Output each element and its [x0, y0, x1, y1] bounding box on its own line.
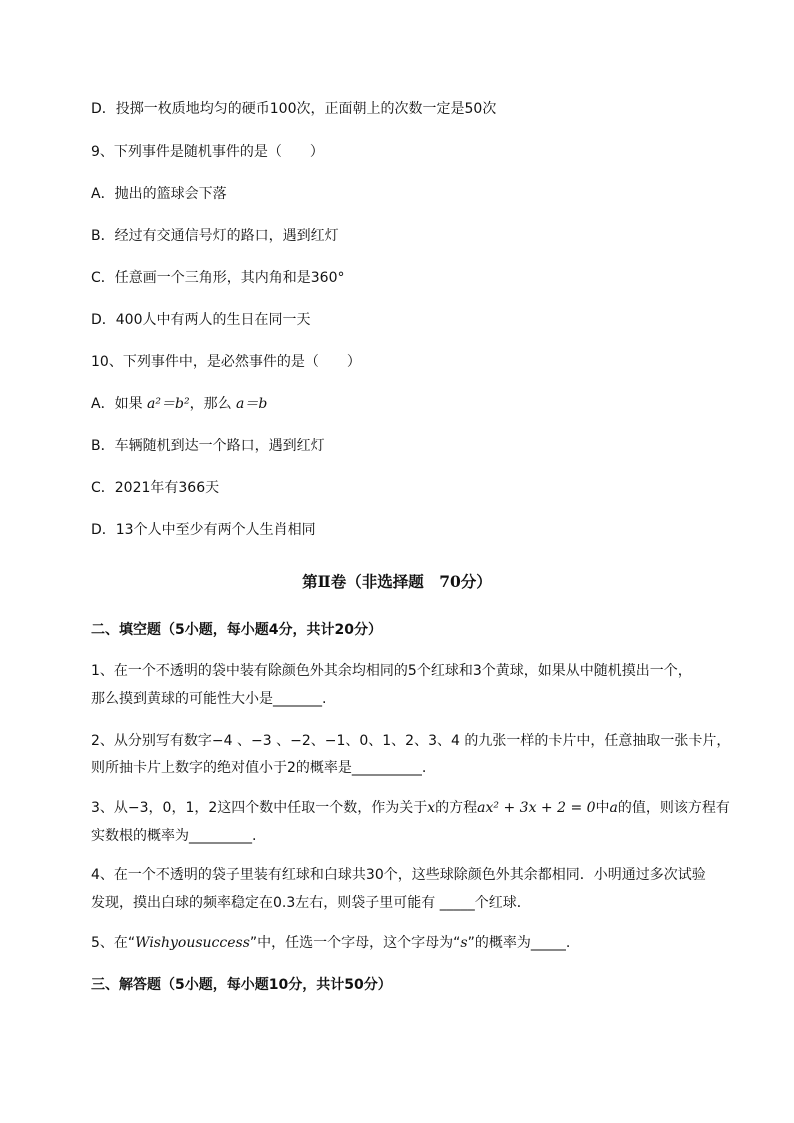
fill-q1-line1: 1、在一个不透明的袋中装有除颜色外其余均相同的5个红球和3个黄球，如果从中随机摸出一个， — [91, 663, 692, 679]
fill-q2-line2: 则所抽卡片上数字的绝对值小于2的概率是__________. — [91, 760, 427, 776]
fill-q3-var-x: x — [427, 800, 436, 816]
q10-stem: 10、下列事件中，是必然事件的是（ ） — [91, 354, 361, 370]
fill-q5 — [91, 934, 570, 952]
fill-q5-letter: s — [460, 935, 468, 951]
q9-option-a: A．抛出的篮球会下落 — [91, 186, 227, 202]
section-2-title: 第Ⅱ卷（非选择题 70分） — [302, 572, 492, 591]
q10-option-c: C．2021年有366天 — [91, 480, 220, 496]
fill-q5-text-a: 5、在“ — [91, 935, 136, 951]
q10-option-d: D．13个人中至少有两个人生肖相同 — [91, 522, 316, 538]
fill-q3-equation: ax² + 3x + 2 = 0 — [477, 800, 596, 816]
fill-q5-word: Wishyousuccess — [135, 935, 250, 951]
fill-q5-text-b: ”中，任选一个字母，这个字母为“ — [249, 935, 461, 951]
fill-q5-text-c: ”的概率为_____. — [467, 935, 571, 951]
q10-option-b: B．车辆随机到达一个路口，遇到红灯 — [91, 438, 325, 454]
fill-q4-line2: 发现，摸出白球的频率稳定在0.3左右，则袋子里可能有 _____个红球． — [91, 895, 531, 911]
fill-q3-text-d: 的值，则该方程有 — [617, 800, 730, 816]
fill-q3-var-a: a — [609, 800, 618, 816]
fill-q3-text-b: 的方程 — [435, 800, 478, 816]
answer-section-heading: 三、解答题（5小题，每小题10分，共计50分） — [91, 977, 392, 993]
q10-option-a-math2: a＝b — [236, 396, 268, 412]
fill-q3-line1 — [91, 799, 730, 817]
q9-stem: 9、下列事件是随机事件的是（ ） — [91, 144, 324, 160]
q10-option-a-prefix: A．如果 — [91, 396, 148, 412]
fill-q1-line2: 那么摸到黄球的可能性大小是_______. — [91, 691, 327, 707]
q10-option-a — [91, 395, 267, 413]
fill-q3-text-c: 中 — [595, 800, 610, 816]
q8-option-d: D．投掷一枚质地均匀的硬币100次，正面朝上的次数一定是50次 — [91, 101, 497, 117]
fill-q3-line2: 实数根的概率为_________. — [91, 828, 257, 844]
q9-option-c: C．任意画一个三角形，其内角和是360° — [91, 270, 345, 286]
q10-option-a-math: a²＝b² — [147, 396, 190, 412]
q9-option-d: D．400人中有两人的生日在同一天 — [91, 312, 311, 328]
fill-q3-text-a: 3、从−3，0，1，2这四个数中任取一个数，作为关于 — [91, 800, 428, 816]
q10-option-a-mid: ，那么 — [189, 396, 237, 412]
fill-q2-line1: 2、从分别写有数字−4 、−3 、−2、−1、0、1、2、3、4 的九张一样的卡片中，任意抽取一张卡片， — [91, 733, 731, 749]
q9-option-b: B．经过有交通信号灯的路口，遇到红灯 — [91, 228, 339, 244]
fill-q4-line1: 4、在一个不透明的袋子里装有红球和白球共30个，这些球除颜色外其余都相同．小明通过多次试验 — [91, 867, 706, 883]
fill-blank-heading: 二、填空题（5小题，每小题4分，共计20分） — [91, 622, 382, 638]
